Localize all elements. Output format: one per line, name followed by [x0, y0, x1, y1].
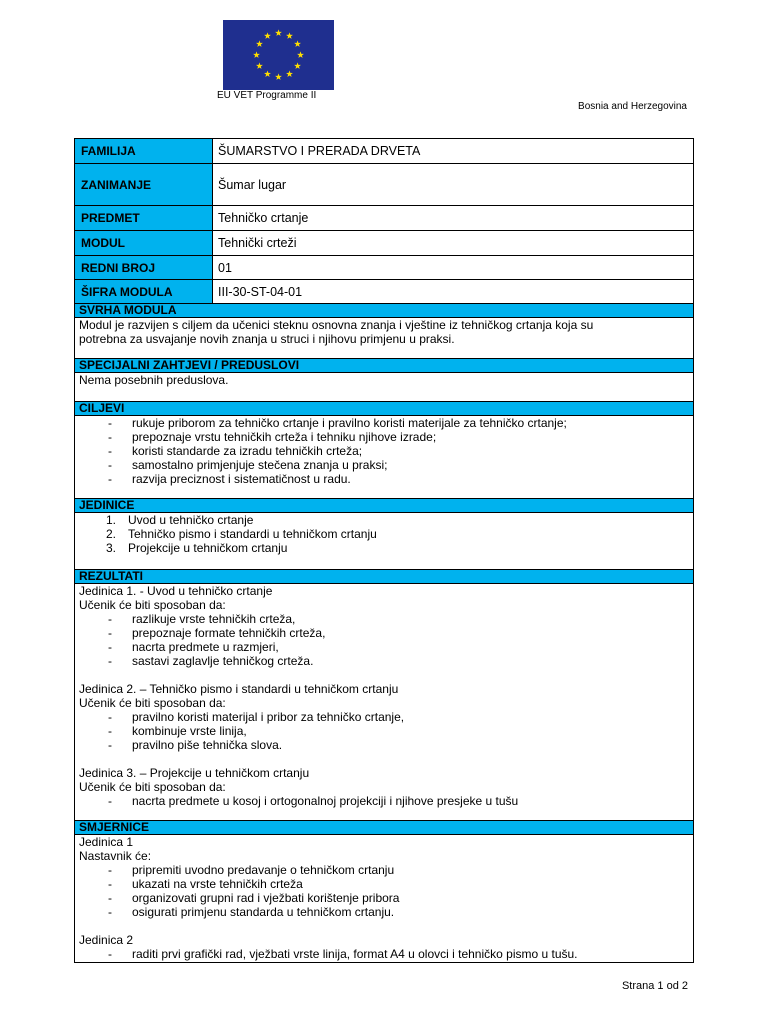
list-number: 1.: [106, 513, 117, 527]
section-title: REZULTATI: [75, 570, 694, 584]
smjernice-list-1: [79, 863, 689, 919]
info-value: III-30-ST-04-01: [213, 280, 694, 304]
section-body-ciljevi: [75, 416, 694, 499]
info-label: FAMILIJA: [75, 139, 213, 164]
list-number: 3.: [106, 541, 117, 555]
list-item: - rukuje priborom za tehničko crtanje i pravilno koristi materijale za tehničko crtanje;: [79, 416, 689, 430]
list-item: - nacrta predmete u razmjeri,: [79, 640, 689, 654]
info-label: MODUL: [75, 231, 213, 256]
info-row-sifra-modula: [75, 280, 694, 304]
unit-heading: Jedinica 3. – Projekcije u tehničkom crtanju: [79, 766, 310, 780]
section-body-rezultati: [75, 584, 694, 821]
jedinice-list: [79, 513, 689, 555]
list-text: Uvod u tehničko crtanje: [128, 513, 254, 527]
module-table: [74, 138, 694, 963]
ciljevi-list: [79, 416, 689, 486]
list-item: - kombinuje vrste linija,: [79, 724, 689, 738]
list-item: - koristi standarde za izradu tehničkih crteža;: [79, 444, 689, 458]
list-item: - pravilno koristi materijal i pribor za tehničko crtanje,: [79, 710, 689, 724]
section-header-smjernice: [75, 821, 694, 835]
section-title: JEDINICE: [75, 499, 694, 513]
list-item: - prepoznaje formate tehničkih crteža,: [79, 626, 689, 640]
list-item: [79, 513, 689, 527]
list-item: - sastavi zaglavlje tehničkog crteža.: [79, 654, 689, 668]
unit-intro: Učenik će biti sposoban da:: [79, 780, 226, 794]
info-row-familija: [75, 139, 694, 164]
list-item: - prepoznaje vrstu tehničkih crteža i tehniku njihove izrade;: [79, 430, 689, 444]
list-item: - ukazati na vrste tehničkih crteža: [79, 877, 689, 891]
list-number: 2.: [106, 527, 117, 541]
section-header-ciljevi: [75, 402, 694, 416]
list-item: [79, 527, 689, 541]
info-row-modul: [75, 231, 694, 256]
section-header-rezultati: [75, 570, 694, 584]
list-item: - organizovati grupni rad i vježbati korištenje pribora: [79, 891, 689, 905]
list-item: - raditi prvi grafički rad, vježbati vrste linija, format A4 u olovci i tehničko pismo u tušu.: [79, 947, 689, 961]
page-number: Strana 1 od 2: [621, 980, 688, 992]
section-body-jedinice: [75, 513, 694, 570]
eu-flag-icon: [223, 20, 334, 90]
info-label: REDNI BROJ: [75, 256, 213, 280]
rezultati-list-3: [79, 794, 689, 808]
list-item: - osigurati primjenu standarda u tehničkom crtanju.: [79, 905, 689, 919]
section-title: SVRHA MODULA: [75, 304, 694, 318]
unit-heading: Jedinica 1. - Uvod u tehničko crtanje: [79, 584, 273, 598]
unit-heading: Jedinica 2. – Tehničko pismo i standardi u tehničkom crtanju: [79, 682, 399, 696]
country-caption: Bosnia and Herzegovina: [578, 101, 687, 112]
info-value: Šumar lugar: [213, 164, 694, 206]
rezultati-list-2: [79, 710, 689, 752]
unit-heading: Jedinica 1: [79, 835, 134, 849]
list-item: - pripremiti uvodno predavanje o tehničkom crtanju: [79, 863, 689, 877]
section-body-svrha: [75, 318, 694, 359]
info-label: PREDMET: [75, 206, 213, 231]
rezultati-list-1: [79, 612, 689, 668]
info-value: Tehničko crtanje: [213, 206, 694, 231]
smjernice-list-2: [79, 947, 689, 961]
info-value: 01: [213, 256, 694, 280]
svrha-line: Modul je razvijen s ciljem da učenici steknu osnovna znanja i vještine iz tehničkog crtanja koja su: [79, 318, 594, 332]
info-value: Tehnički crteži: [213, 231, 694, 256]
section-body-smjernice: [75, 835, 694, 963]
unit-intro: Učenik će biti sposoban da:: [79, 696, 226, 710]
section-body-specijalni: [75, 373, 694, 402]
programme-caption: EU VET Programme II: [217, 90, 317, 101]
section-title: SPECIJALNI ZAHTJEVI / PREDUSLOVI: [75, 359, 694, 373]
list-item: - pravilno piše tehnička slova.: [79, 738, 689, 752]
unit-heading: Jedinica 2: [79, 933, 134, 947]
info-label: ŠIFRA MODULA: [75, 280, 213, 304]
list-text: Tehničko pismo i standardi u tehničkom crtanju: [128, 527, 377, 541]
list-item: - razvija preciznost i sistematičnost u radu.: [79, 472, 689, 486]
unit-intro: Učenik će biti sposoban da:: [79, 598, 226, 612]
section-title: CILJEVI: [75, 402, 694, 416]
list-item: [79, 541, 689, 555]
svrha-line: potrebna za usvajanje novih znanja u struci i njihovu primjenu u praksi.: [79, 332, 455, 346]
info-row-redni-broj: [75, 256, 694, 280]
list-item: - razlikuje vrste tehničkih crteža,: [79, 612, 689, 626]
info-row-predmet: [75, 206, 694, 231]
section-header-specijalni: [75, 359, 694, 373]
list-item: - samostalno primjenjuje stečena znanja u praksi;: [79, 458, 689, 472]
info-value: ŠUMARSTVO I PRERADA DRVETA: [213, 139, 694, 164]
info-row-zanimanje: [75, 164, 694, 206]
section-header-jedinice: [75, 499, 694, 513]
specijalni-text: Nema posebnih preduslova.: [75, 373, 694, 402]
unit-intro: Nastavnik će:: [79, 849, 152, 863]
info-label: ZANIMANJE: [75, 164, 213, 206]
section-title: SMJERNICE: [75, 821, 694, 835]
list-text: Projekcije u tehničkom crtanju: [128, 541, 288, 555]
list-item: - nacrta predmete u kosoj i ortogonalnoj projekciji i njihove presjeke u tušu: [79, 794, 689, 808]
section-header-svrha: [75, 304, 694, 318]
